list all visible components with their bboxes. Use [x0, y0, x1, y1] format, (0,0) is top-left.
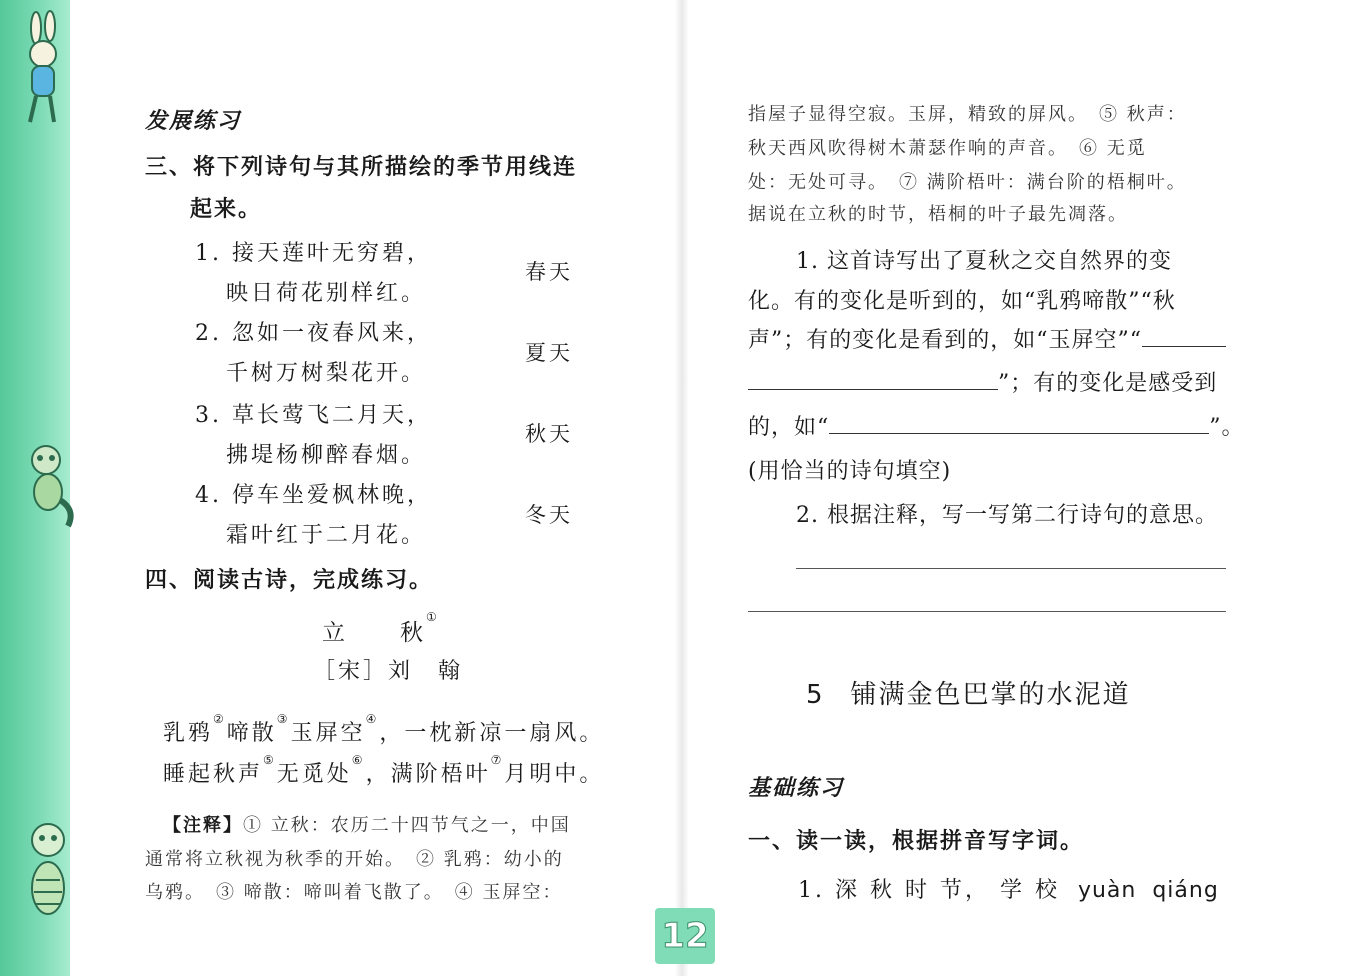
season-summer: 夏天: [525, 341, 573, 365]
verse-2-line-2: 千树万树梨花开。: [226, 361, 427, 386]
verse-text: 草长莺飞二月天，: [232, 403, 433, 428]
verse-text: 停车坐爱枫林晚，: [232, 483, 433, 508]
notes-cont-2: 秋天西风吹得树木萧瑟作响的声音。 ⑥ 无觅: [748, 138, 1147, 159]
poem-text: 月明中。: [504, 762, 605, 787]
exercise-text: 的，如“: [748, 415, 830, 440]
verse-3-line-2: 拂堤杨柳醉春烟。: [226, 443, 427, 468]
verse-1-line-2: 映日荷花别样红。: [226, 281, 427, 306]
section-heading-basic: 基础练习: [748, 776, 845, 801]
season-spring: 春天: [525, 260, 573, 284]
page-fold: [675, 0, 689, 976]
poem-text: 玉屏空: [290, 721, 366, 746]
verse-3-line-1: [195, 398, 432, 429]
note-marker: ④: [365, 712, 380, 726]
section-heading-development: 发展练习: [145, 109, 242, 134]
verse-2-line-1: [195, 316, 432, 347]
fill-blank-1a[interactable]: [1142, 326, 1226, 347]
note-marker: ①: [426, 610, 440, 624]
exercise-text: ”；有的变化是感受到: [998, 371, 1218, 396]
pinyin-2: qiáng: [1152, 878, 1219, 903]
verse-1-line-1: [195, 236, 432, 267]
pinyin-1: yuàn: [1077, 878, 1137, 903]
page-number: 12: [655, 908, 715, 964]
note-marker: ⑥: [351, 753, 366, 767]
verse-number: 3.: [195, 403, 222, 428]
exercise-1-line-3: [748, 323, 1226, 354]
note-marker: ②: [213, 712, 227, 726]
poem-text: ，满阶梧叶: [365, 762, 491, 787]
poem-title-text: 立 秋: [322, 620, 426, 646]
notes-cont-3: 处：无处可寻。 ⑦ 满阶梧叶：满台阶的梧桐叶。: [748, 172, 1187, 193]
q3-title: 三、将下列诗句与其所描绘的季节用线连: [145, 154, 578, 180]
tiger-cartoon-icon: [20, 810, 76, 940]
exercise-1-line-2: 化。有的变化是听到的，如“乳鸦啼散”“秋: [748, 289, 1176, 314]
rabbit-cartoon-icon: [14, 10, 72, 130]
note-marker: ③: [276, 712, 291, 726]
verse-number: 1.: [195, 241, 222, 266]
raccoon-cartoon-icon: [18, 440, 78, 530]
notes-text: ① 立秋：农历二十四节气之一，中国: [243, 815, 571, 836]
verse-number: 4.: [195, 483, 222, 508]
notes-line-2: 通常将立秋视为秋季的开始。 ② 乳鸦：幼小的: [145, 849, 564, 870]
note-marker: ⑤: [263, 753, 277, 767]
answer-line-1[interactable]: [796, 568, 1226, 569]
lesson-header: [806, 674, 1131, 711]
exercise-2: 2. 根据注释，写一写第二行诗句的意思。: [796, 503, 1218, 528]
poem-line-2: [163, 753, 605, 788]
exercise-1-line-4: [748, 366, 1217, 397]
season-winter: 冬天: [525, 503, 573, 527]
notes-cont-4: 据说在立秋的时节，梧桐的叶子最先凋落。: [748, 204, 1128, 225]
exercise-1-hint: (用恰当的诗句填空): [748, 459, 952, 484]
fill-blank-2[interactable]: [829, 413, 1209, 434]
basic-q1-title: 一、读一读，根据拼音写字词。: [748, 828, 1085, 854]
verse-4-line-2: 霜叶红于二月花。: [226, 523, 427, 548]
exercise-1-line-5: [748, 410, 1245, 441]
exercise-text: ”。: [1209, 415, 1245, 440]
basic-item-1: [798, 873, 1219, 904]
poem-line-1: [163, 712, 605, 747]
poem-author: ［宋］刘 翰: [313, 659, 464, 684]
q3-title-cont: 起来。: [190, 196, 263, 222]
poem-title: [322, 610, 440, 647]
season-autumn: 秋天: [525, 422, 573, 446]
poem-text: 啼散: [226, 721, 277, 746]
verse-number: 2.: [195, 321, 222, 346]
exercise-1-line-1: 1. 这首诗写出了夏秋之交自然界的变: [796, 249, 1172, 274]
lesson-number: 5: [806, 680, 825, 710]
answer-line-2[interactable]: [748, 611, 1226, 612]
exercise-text: 声”；有的变化是看到的，如“玉屏空”“: [748, 328, 1142, 353]
notes-line-3: 乌鸦。 ③ 啼散：啼叫着飞散了。 ④ 玉屏空：: [145, 882, 563, 903]
notes-line-1: [163, 811, 571, 837]
verse-text: 接天莲叶无穷碧，: [232, 241, 433, 266]
q4-title: 四、阅读古诗，完成练习。: [145, 567, 434, 593]
poem-text: 乳鸦: [163, 721, 214, 746]
verse-text: 忽如一夜春风来，: [232, 321, 433, 346]
notes-cont-1: 指屋子显得空寂。玉屏，精致的屏风。 ⑤ 秋声：: [748, 104, 1187, 125]
poem-text: 睡起秋声: [163, 762, 264, 787]
basic-item-text: 1. 深 秋 时 节， 学 校: [798, 878, 1060, 903]
poem-text: 无觅处: [276, 762, 352, 787]
verse-4-line-1: [195, 478, 432, 509]
lesson-title: 铺满金色巴掌的水泥道: [850, 680, 1131, 710]
note-marker: ⑦: [490, 753, 505, 767]
notes-label: 【注释】: [163, 815, 243, 836]
fill-blank-1b[interactable]: [748, 369, 998, 390]
poem-text: ，一枕新凉一扇风。: [379, 721, 605, 746]
